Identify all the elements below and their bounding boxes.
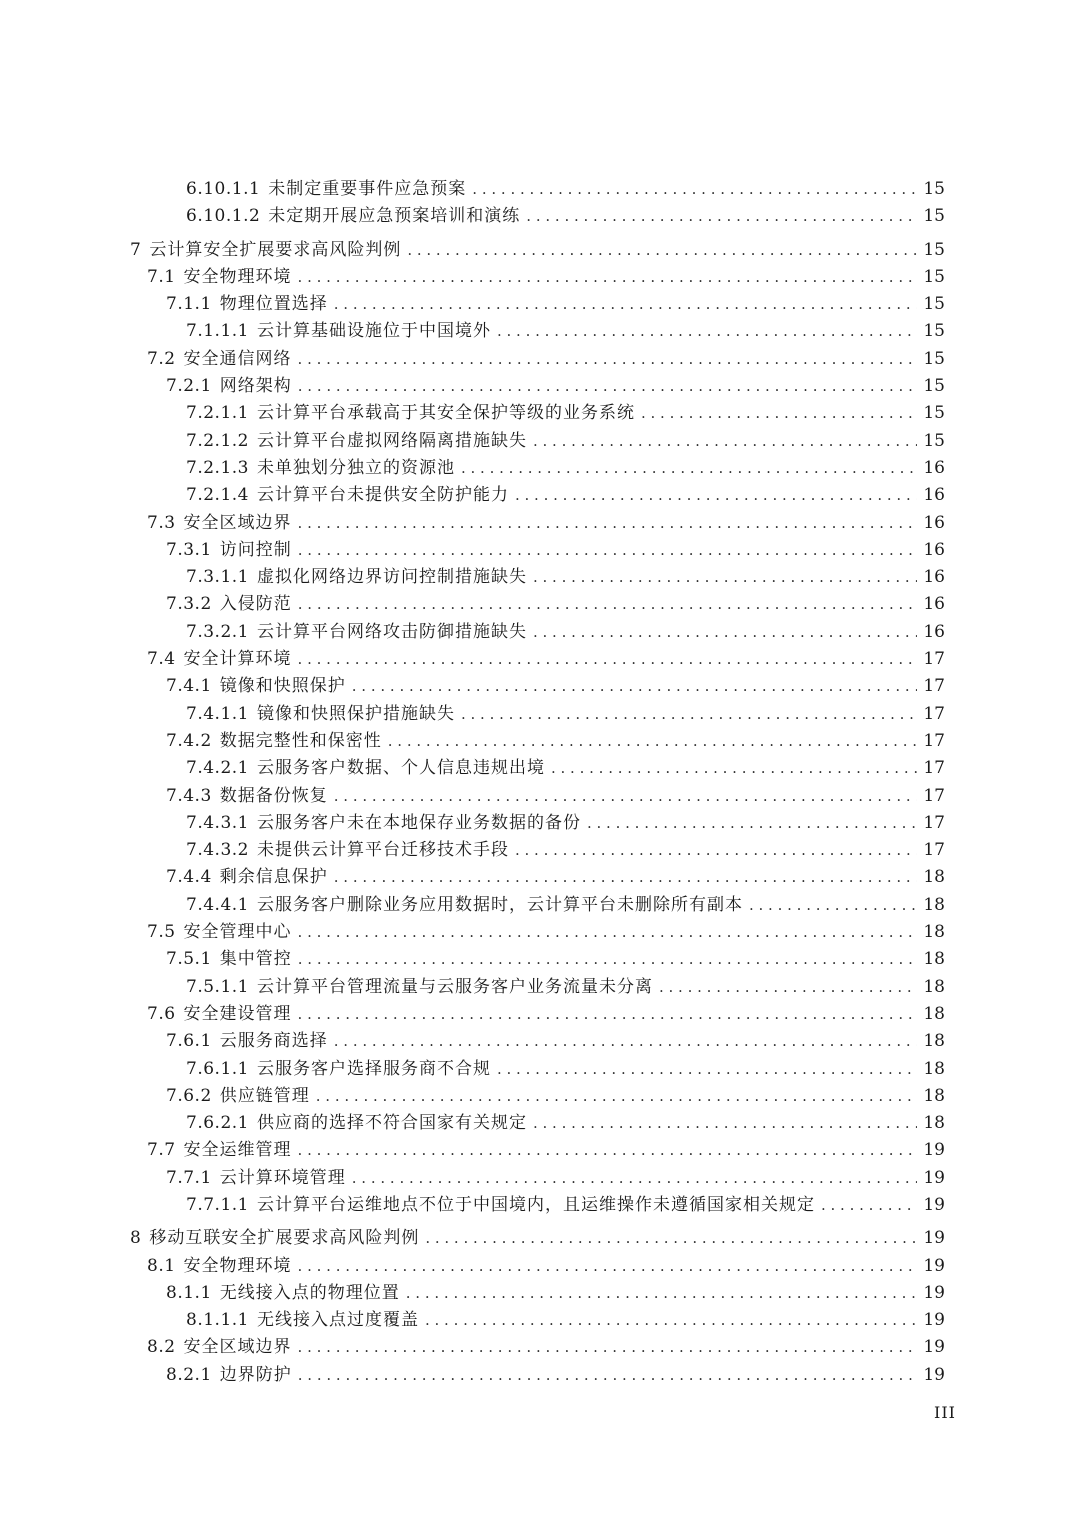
toc-entry-title: 未提供云计算平台迁移技术手段 <box>256 840 509 861</box>
toc-entry-page: 19 <box>923 1282 945 1303</box>
dot-leader <box>533 619 917 646</box>
toc-entry-number: 7.4.2.1 <box>186 758 249 779</box>
toc-entry[interactable] <box>0 291 1080 318</box>
toc-entry-title: 云服务客户删除业务应用数据时，云计算平台未删除所有副本 <box>256 894 743 915</box>
toc-entry-title: 未单独划分独立的资源池 <box>256 457 455 478</box>
dot-leader <box>352 1165 918 1192</box>
toc-entry-number: 7.3.1 <box>166 539 212 560</box>
toc-entry-title: 安全管理中心 <box>183 922 292 943</box>
toc-entry[interactable] <box>0 619 1080 646</box>
toc-entry-number: 7 <box>130 239 142 260</box>
dot-leader <box>334 864 918 891</box>
table-of-contents <box>0 176 1080 1389</box>
toc-entry-title: 安全区域边界 <box>183 512 292 533</box>
toc-entry[interactable] <box>0 1225 1080 1252</box>
toc-entry-number: 7.4 <box>147 649 176 670</box>
toc-entry[interactable] <box>0 1056 1080 1083</box>
toc-entry-number: 7.6.2 <box>166 1085 212 1106</box>
dot-leader <box>298 1253 918 1280</box>
dot-leader <box>821 1192 917 1219</box>
dot-leader <box>298 1001 918 1028</box>
toc-entry-title: 镜像和快照保护 <box>219 676 346 697</box>
toc-entry[interactable] <box>0 1001 1080 1028</box>
dot-leader <box>298 537 918 564</box>
toc-entry-page: 15 <box>923 266 945 287</box>
dot-leader <box>533 1110 917 1137</box>
toc-entry-number: 7.5 <box>147 922 176 943</box>
dot-leader <box>515 482 917 509</box>
page-number: III <box>934 1403 956 1422</box>
toc-entry[interactable] <box>0 264 1080 291</box>
toc-entry-page: 17 <box>923 676 945 697</box>
toc-entry-page: 18 <box>923 1113 945 1134</box>
toc-entry-page: 15 <box>923 321 945 342</box>
toc-entry-title: 未制定重要事件应急预案 <box>268 179 467 199</box>
dot-leader <box>587 810 917 837</box>
toc-entry-page: 18 <box>923 894 945 915</box>
toc-entry-page: 15 <box>923 376 945 397</box>
toc-entry-number: 7.4.4.1 <box>186 894 249 915</box>
toc-entry-page: 16 <box>923 539 945 560</box>
dot-leader <box>334 783 918 810</box>
toc-entry[interactable] <box>0 482 1080 509</box>
toc-entry-number: 7.4.2 <box>166 730 212 751</box>
toc-entry-title: 云计算平台网络攻击防御措施缺失 <box>256 621 527 642</box>
toc-entry[interactable] <box>0 919 1080 946</box>
toc-entry[interactable] <box>0 373 1080 400</box>
dot-leader <box>388 728 918 755</box>
toc-entry[interactable] <box>0 428 1080 455</box>
toc-entry[interactable] <box>0 1165 1080 1192</box>
toc-entry-number: 7.1.1 <box>166 294 212 315</box>
toc-entry-page: 17 <box>923 840 945 861</box>
dot-leader <box>298 1362 918 1389</box>
toc-entry-title: 云服务客户选择服务商不合规 <box>256 1058 491 1079</box>
dot-leader <box>497 318 917 345</box>
toc-entry[interactable] <box>0 1192 1080 1219</box>
toc-entry-number: 6.10.1.2 <box>186 206 261 227</box>
toc-entry[interactable] <box>0 203 1080 230</box>
toc-entry-page: 16 <box>923 512 945 533</box>
toc-entry-number: 7.6.2.1 <box>186 1113 249 1134</box>
toc-entry-title: 供应链管理 <box>219 1085 310 1106</box>
dot-leader <box>533 428 917 455</box>
toc-entry-number: 7.2 <box>147 348 176 369</box>
toc-entry-number: 8.1 <box>147 1255 176 1276</box>
toc-entry-title: 云计算环境管理 <box>219 1167 346 1188</box>
toc-entry-number: 7.1.1.1 <box>186 321 249 342</box>
toc-entry-page: 19 <box>923 1194 945 1215</box>
toc-entry-number: 7.3.2 <box>166 594 212 615</box>
toc-entry[interactable] <box>0 1028 1080 1055</box>
toc-entry-number: 7.6.1 <box>166 1031 212 1052</box>
dot-leader <box>406 1280 918 1307</box>
toc-entry-page: 16 <box>923 485 945 506</box>
toc-entry-page: 18 <box>923 976 945 997</box>
toc-entry-title: 虚拟化网络边界访问控制措施缺失 <box>256 567 527 588</box>
toc-entry-title: 安全通信网络 <box>183 348 292 369</box>
dot-leader <box>316 1083 918 1110</box>
toc-entry-number: 6.10.1.1 <box>186 179 261 199</box>
toc-entry[interactable] <box>0 728 1080 755</box>
toc-entry-title: 云服务商选择 <box>219 1031 328 1052</box>
toc-entry-page: 17 <box>923 758 945 779</box>
toc-entry-number: 7.7.1 <box>166 1167 212 1188</box>
toc-entry-page: 16 <box>923 621 945 642</box>
toc-entry[interactable] <box>0 1362 1080 1389</box>
toc-entry-title: 云计算基础设施位于中国境外 <box>256 321 491 342</box>
toc-entry-page: 19 <box>923 1228 945 1249</box>
toc-entry-number: 7.4.3.2 <box>186 840 249 861</box>
toc-entry-page: 19 <box>923 1140 945 1161</box>
toc-entry-title: 访问控制 <box>219 539 292 560</box>
dot-leader <box>659 974 917 1001</box>
dot-leader <box>749 892 917 919</box>
toc-entry-title: 镜像和快照保护措施缺失 <box>256 703 455 724</box>
toc-entry-title: 云计算平台运维地点不位于中国境内，且运维操作未遵循国家相关规定 <box>256 1194 815 1215</box>
toc-entry-title: 物理位置选择 <box>219 294 328 315</box>
toc-entry[interactable] <box>0 646 1080 673</box>
dot-leader <box>461 455 917 482</box>
toc-entry-title: 安全运维管理 <box>183 1140 292 1161</box>
toc-entry-number: 7.3 <box>147 512 176 533</box>
toc-entry-page: 15 <box>923 348 945 369</box>
toc-entry[interactable] <box>0 974 1080 1001</box>
dot-leader <box>298 1137 918 1164</box>
toc-entry[interactable] <box>0 510 1080 537</box>
toc-entry-number: 7.2.1.2 <box>186 430 249 451</box>
toc-entry[interactable] <box>0 837 1080 864</box>
toc-entry-page: 15 <box>923 206 945 227</box>
toc-entry-page: 19 <box>923 1167 945 1188</box>
dot-leader <box>298 946 918 973</box>
toc-entry-number: 7.4.1 <box>166 676 212 697</box>
dot-leader <box>298 264 918 291</box>
toc-entry[interactable] <box>0 1137 1080 1164</box>
toc-entry-number: 7.7.1.1 <box>186 1194 249 1215</box>
toc-entry-number: 7.2.1.4 <box>186 485 249 506</box>
toc-entry[interactable] <box>0 564 1080 591</box>
toc-entry-title: 安全区域边界 <box>183 1337 292 1358</box>
toc-entry-number: 7.2.1 <box>166 376 212 397</box>
toc-entry-page: 16 <box>923 567 945 588</box>
dot-leader <box>298 919 918 946</box>
dot-leader <box>526 203 917 230</box>
toc-entry-number: 8.1.1.1 <box>186 1310 249 1331</box>
toc-entry-page: 15 <box>923 179 945 199</box>
toc-entry-number: 7.5.1.1 <box>186 976 249 997</box>
toc-entry[interactable] <box>0 946 1080 973</box>
toc-entry-page: 17 <box>923 649 945 670</box>
toc-entry-page: 17 <box>923 812 945 833</box>
toc-entry[interactable] <box>0 1110 1080 1137</box>
dot-leader <box>352 673 918 700</box>
dot-leader <box>472 176 917 203</box>
toc-entry-title: 云计算平台未提供安全防护能力 <box>256 485 509 506</box>
toc-entry[interactable] <box>0 864 1080 891</box>
toc-entry-title: 云计算平台虚拟网络隔离措施缺失 <box>256 430 527 451</box>
toc-entry-number: 7.4.3.1 <box>186 812 249 833</box>
toc-entry-page: 19 <box>923 1364 945 1385</box>
dot-leader <box>298 373 918 400</box>
toc-entry-page: 15 <box>923 430 945 451</box>
toc-entry-page: 18 <box>923 1003 945 1024</box>
toc-entry-title: 云服务客户未在本地保存业务数据的备份 <box>256 812 581 833</box>
dot-leader <box>497 1056 917 1083</box>
toc-entry-number: 7.4.4 <box>166 867 212 888</box>
toc-entry[interactable] <box>0 701 1080 728</box>
toc-entry-title: 无线接入点过度覆盖 <box>256 1310 419 1331</box>
toc-entry-number: 7.1 <box>147 266 176 287</box>
dot-leader <box>298 646 918 673</box>
toc-entry-number: 7.5.1 <box>166 949 212 970</box>
toc-entry-page: 18 <box>923 1031 945 1052</box>
toc-entry[interactable] <box>0 810 1080 837</box>
dot-leader <box>551 755 917 782</box>
toc-entry[interactable] <box>0 1253 1080 1280</box>
toc-entry-title: 安全物理环境 <box>183 266 292 287</box>
dot-leader <box>533 564 917 591</box>
dot-leader <box>407 237 917 264</box>
toc-entry-title: 边界防护 <box>219 1364 292 1385</box>
toc-entry-page: 18 <box>923 922 945 943</box>
dot-leader <box>334 291 918 318</box>
toc-entry-number: 7.6 <box>147 1003 176 1024</box>
dot-leader <box>461 701 917 728</box>
dot-leader <box>425 1225 917 1252</box>
toc-entry-title: 剩余信息保护 <box>219 867 328 888</box>
toc-entry-page: 15 <box>923 294 945 315</box>
dot-leader <box>298 510 918 537</box>
toc-entry[interactable] <box>0 1083 1080 1110</box>
toc-entry-title: 数据备份恢复 <box>219 785 328 806</box>
toc-entry[interactable] <box>0 400 1080 427</box>
toc-entry-title: 移动互联安全扩展要求高风险判例 <box>149 1228 420 1249</box>
toc-entry-title: 安全建设管理 <box>183 1003 292 1024</box>
toc-entry-number: 8.1.1 <box>166 1282 212 1303</box>
toc-entry-title: 入侵防范 <box>219 594 292 615</box>
toc-entry[interactable] <box>0 1334 1080 1361</box>
toc-entry-page: 19 <box>923 1310 945 1331</box>
toc-entry[interactable] <box>0 537 1080 564</box>
toc-entry-title: 云计算平台承载高于其安全保护等级的业务系统 <box>256 403 635 424</box>
toc-entry-number: 7.6.1.1 <box>186 1058 249 1079</box>
toc-entry[interactable] <box>0 673 1080 700</box>
toc-entry-number: 7.2.1.3 <box>186 457 249 478</box>
toc-entry-page: 18 <box>923 1085 945 1106</box>
toc-entry-page: 16 <box>923 594 945 615</box>
toc-entry[interactable] <box>0 237 1080 264</box>
toc-entry-page: 16 <box>923 457 945 478</box>
toc-entry-title: 未定期开展应急预案培训和演练 <box>268 206 521 227</box>
toc-entry-title: 安全物理环境 <box>183 1255 292 1276</box>
toc-entry-title: 安全计算环境 <box>183 649 292 670</box>
toc-entry-title: 集中管控 <box>219 949 292 970</box>
toc-entry[interactable] <box>0 455 1080 482</box>
dot-leader <box>641 400 917 427</box>
toc-entry[interactable] <box>0 176 1080 203</box>
toc-entry[interactable] <box>0 1307 1080 1334</box>
toc-entry[interactable] <box>0 892 1080 919</box>
toc-entry-number: 8.2.1 <box>166 1364 212 1385</box>
toc-entry-page: 15 <box>923 403 945 424</box>
toc-entry[interactable] <box>0 346 1080 373</box>
dot-leader <box>298 591 918 618</box>
toc-entry[interactable] <box>0 591 1080 618</box>
toc-entry-number: 8.2 <box>147 1337 176 1358</box>
toc-entry-page: 18 <box>923 949 945 970</box>
toc-entry-number: 7.4.3 <box>166 785 212 806</box>
dot-leader <box>298 1334 918 1361</box>
dot-leader <box>298 346 918 373</box>
dot-leader <box>334 1028 918 1055</box>
toc-entry-title: 云服务客户数据、个人信息违规出境 <box>256 758 545 779</box>
toc-entry-number: 7.4.1.1 <box>186 703 249 724</box>
toc-entry-page: 15 <box>923 239 945 260</box>
toc-entry-page: 18 <box>923 1058 945 1079</box>
toc-entry-page: 19 <box>923 1255 945 1276</box>
toc-entry-page: 17 <box>923 785 945 806</box>
toc-entry-title: 无线接入点的物理位置 <box>219 1282 400 1303</box>
toc-entry-title: 云计算安全扩展要求高风险判例 <box>149 239 402 260</box>
toc-entry-number: 7.2.1.1 <box>186 403 249 424</box>
toc-entry-number: 7.7 <box>147 1140 176 1161</box>
toc-entry[interactable] <box>0 783 1080 810</box>
toc-entry-title: 供应商的选择不符合国家有关规定 <box>256 1113 527 1134</box>
toc-entry-page: 17 <box>923 703 945 724</box>
toc-entry[interactable] <box>0 755 1080 782</box>
toc-entry[interactable] <box>0 318 1080 345</box>
toc-entry-number: 8 <box>130 1228 142 1249</box>
toc-entry-page: 17 <box>923 730 945 751</box>
toc-entry-number: 7.3.2.1 <box>186 621 249 642</box>
dot-leader <box>515 837 917 864</box>
toc-entry-number: 7.3.1.1 <box>186 567 249 588</box>
toc-entry-title: 云计算平台管理流量与云服务客户业务流量未分离 <box>256 976 653 997</box>
toc-entry-title: 网络架构 <box>219 376 292 397</box>
toc-entry[interactable] <box>0 1280 1080 1307</box>
toc-entry-title: 数据完整性和保密性 <box>219 730 382 751</box>
dot-leader <box>425 1307 917 1334</box>
toc-entry-page: 19 <box>923 1337 945 1358</box>
toc-entry-page: 18 <box>923 867 945 888</box>
